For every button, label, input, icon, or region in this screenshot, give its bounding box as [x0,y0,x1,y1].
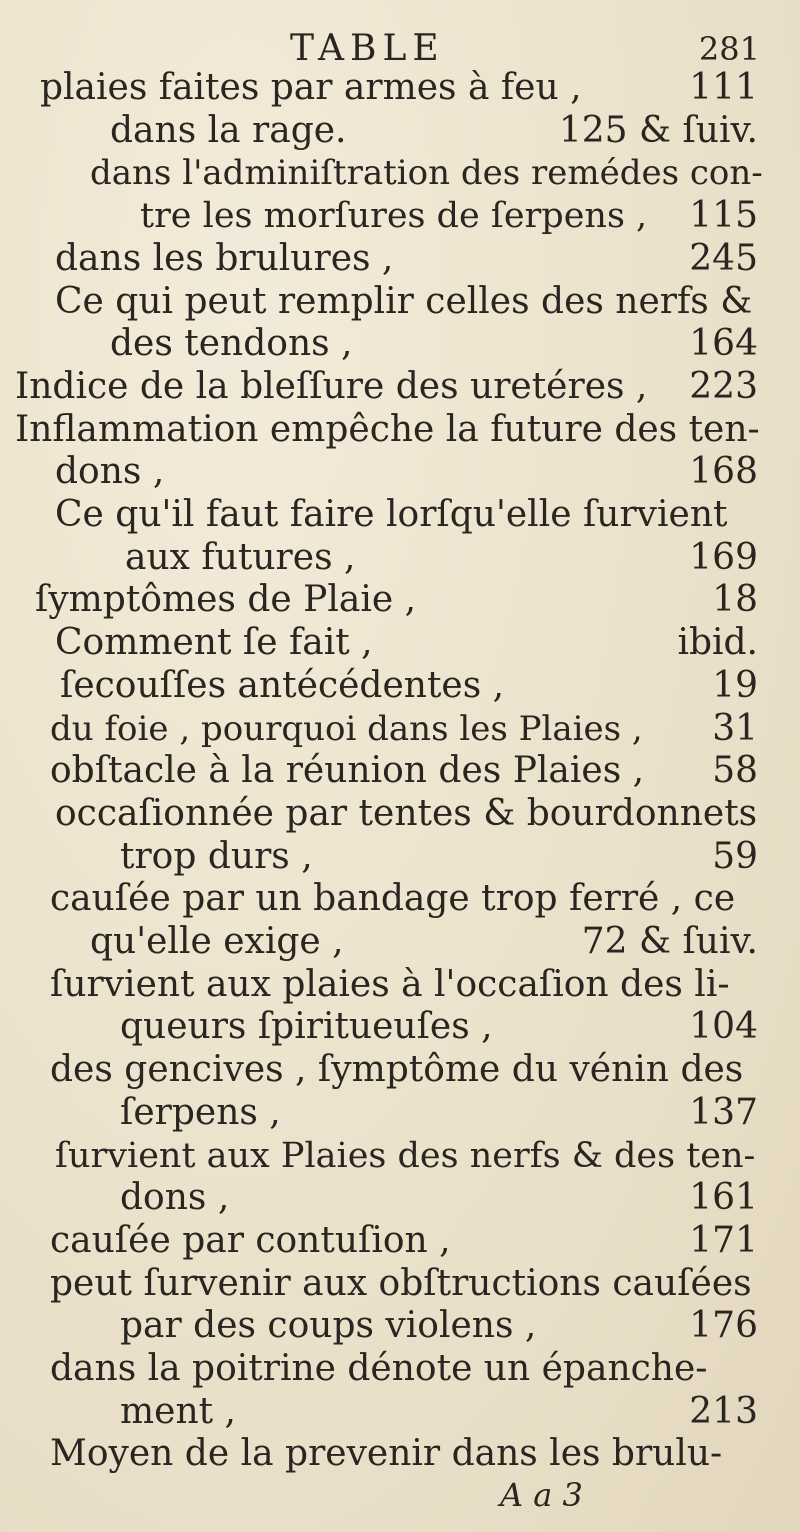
entry-text: aux futures , [125,536,356,578]
entry-page-ref: 161 [689,1177,758,1219]
entry-page-ref: 213 [689,1390,758,1432]
entry-page-ref: 18 [712,579,758,621]
entry-text: queurs ſpiritueuſes , [120,1006,493,1048]
entry-page-ref: 72 & ſuiv. [581,921,758,962]
entry-page-ref: 115 [689,195,758,237]
entry-text: peut ſurvenir aux obſtructions cauſées [50,1262,752,1304]
entry-page-ref: 104 [689,1006,758,1048]
entry-text: par des coups violens , [120,1305,537,1347]
entry-page-ref: 168 [689,451,758,493]
entry-page-ref: 169 [689,536,758,578]
entry-text: Ce qui peut remplir celles des nerfs & [55,280,753,322]
signature-mark: A a 3 [500,1476,583,1514]
entry-text: dans l'adminiſtration des remédes con- [90,153,763,194]
entry-text: Indice de la bleſſure des uretéres , [15,365,648,407]
entry-text: ſerpens , [120,1091,281,1133]
entry-text: occaſionnée par tentes & bourdonnets [55,792,758,834]
entry-text: Comment ſe fait , [55,622,373,664]
entry-text: cauſée par contuſion , [50,1219,451,1261]
entry-page-ref: 19 [712,664,758,706]
entry-text: ſymptômes de Plaie , [35,579,417,621]
entry-text: ſurvient aux Plaies des nerfs & des ten- [55,1135,756,1176]
entry-text: dons , [55,451,165,493]
entry-page-ref: 164 [689,323,758,365]
entry-text: des tendons , [110,323,353,365]
entry-page-ref: 125 & ſuiv. [558,109,758,151]
entry-text: dans la poitrine dénote un épanche- [50,1348,708,1389]
entry-text: Inflammation empêche la future des ten- [15,408,760,450]
entry-text: des gencives , ſymptôme du vénin des [50,1049,744,1091]
entry-page-ref: 171 [689,1219,758,1261]
page-number: 281 [698,30,760,68]
entry-page-ref: 59 [712,835,758,877]
entry-text: ment , [120,1390,236,1432]
entry-text: ſecouſſes antécédentes , [60,664,505,706]
entry-text: tre les morſures de ſerpens , [140,196,648,237]
entry-text: trop durs , [120,835,313,877]
entry-text: Moyen de la prevenir dans les brulu- [50,1433,723,1475]
entry-page-ref: 176 [689,1305,758,1347]
entry-page-ref: 245 [689,237,758,279]
entry-text: qu'elle exige , [90,921,344,962]
entry-text: du foie , pourquoi dans les Plaies , [50,708,643,749]
entry-text: dans la rage. [110,109,347,151]
page-title: TABLE [290,28,445,69]
entry-text: ſurvient aux plaies à l'occaſion des li- [50,963,730,1005]
entry-text: cauſée par un bandage trop ferré , ce [50,878,736,920]
entry-page-ref: 58 [712,750,758,792]
entry-text: dons , [120,1177,230,1219]
page-footer [0,1470,800,1520]
entry-page-ref: 137 [689,1091,758,1133]
entry-text: obſtacle à la réunion des Plaies , [50,750,645,792]
entry-page-ref: 31 [712,707,758,749]
entry-page-ref: ibid. [677,622,758,664]
entry-page-ref: 111 [689,67,758,108]
entry-text: dans les brulures , [55,237,394,279]
entry-text: Ce qu'il faut faire lorſqu'elle ſurvient [55,494,728,535]
entry-text: plaies faites par armes à feu , [40,67,582,108]
entry-page-ref: 223 [689,365,758,407]
